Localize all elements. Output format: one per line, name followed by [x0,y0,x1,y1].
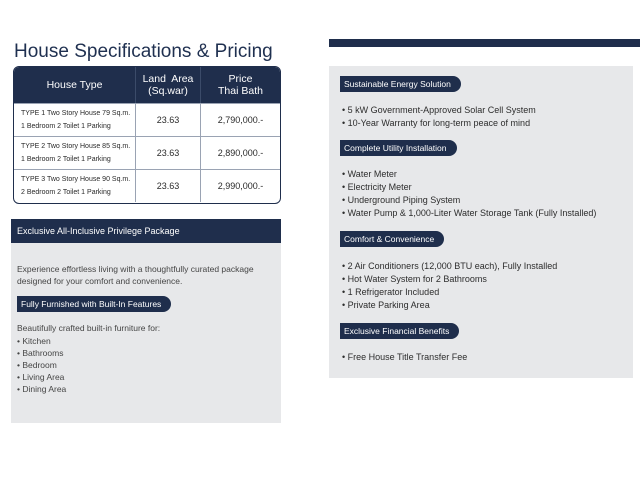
table-header-row [14,67,280,103]
house-type-cell [14,104,136,136]
list-item: • 5 kW Government-Approved Solar Cell System [342,105,536,115]
utility-section-title: Complete Utility Installation [340,140,457,156]
list-item: • 1 Refrigerator Included [342,287,440,297]
house-type-cell [14,137,136,169]
privilege-intro-line: designed for your comfort and convenience. [17,276,183,286]
header-land-area-unit: (Sq.war) [148,85,188,97]
header-house-type: House Type [14,67,136,103]
list-item: • 10-Year Warranty for long-term peace of mind [342,118,531,128]
energy-list [342,104,536,130]
house-type-name: TYPE 2 Two Story House 85 Sq.m. [21,143,131,150]
house-type-cell [14,170,136,202]
house-type-rooms: 1 Bedroom 2 Toilet 1 Parking [21,156,111,163]
header-land-area-label: Land Area [142,73,194,85]
header-land-area [136,67,201,103]
list-item: • Electricity Meter [342,182,412,192]
privilege-intro-line: Experience effortless living with a thoughtfully curated package [17,264,254,274]
land-area-cell: 23.63 [136,170,201,202]
price-cell: 2,790,000.- [217,115,264,125]
features-panel [329,66,633,378]
list-item: • Water Meter [342,169,397,179]
privilege-package-panel [11,219,281,423]
header-price-label: Price [228,73,253,85]
list-item: • Dining Area [17,384,67,394]
list-item: • Free House Title Transfer Fee [342,352,468,362]
list-item: • Bedroom [17,360,57,370]
land-area-cell: 23.63 [136,104,201,136]
list-item: • Bathrooms [17,348,64,358]
list-item: • Underground Piping System [342,195,461,205]
comfort-section-title: Comfort & Convenience [340,231,444,247]
utility-list [342,168,596,220]
furnished-intro: Beautifully crafted built-in furniture for: [17,323,161,333]
privilege-intro [17,263,279,287]
table-row [14,169,280,202]
price-cell: 2,890,000.- [217,148,264,158]
house-type-rooms: 1 Bedroom 2 Toilet 1 Parking [21,123,111,130]
page-title: House Specifications & Pricing [14,41,273,62]
top-accent-bar [329,39,640,47]
list-item: • Private Parking Area [342,300,430,310]
privilege-package-header: Exclusive All-Inclusive Privilege Package [11,219,281,243]
price-cell: 2,990,000.- [217,181,264,191]
financial-section-title: Exclusive Financial Benefits [340,323,459,339]
land-area-cell: 23.63 [136,137,201,169]
furnished-section-title: Fully Furnished with Built-In Features [17,296,171,312]
furnished-list [17,335,66,395]
list-item: • Water Pump & 1,000-Liter Water Storage Tank (Fully Installed) [342,208,597,218]
list-item: • Hot Water System for 2 Bathrooms [342,274,487,284]
pricing-table [13,66,281,204]
house-type-name: TYPE 1 Two Story House 79 Sq.m. [21,110,131,117]
list-item: • Kitchen [17,336,51,346]
header-price [201,67,280,103]
list-item: • Living Area [17,372,65,382]
house-type-rooms: 2 Bedroom 2 Toilet 1 Parking [21,189,111,196]
house-type-name: TYPE 3 Two Story House 90 Sq.m. [21,176,131,183]
table-row [14,103,280,136]
table-row [14,136,280,169]
comfort-list [342,260,557,312]
header-price-unit: Thai Bath [218,85,263,97]
list-item: • 2 Air Conditioners (12,000 BTU each), Fully Installed [342,261,558,271]
energy-section-title: Sustainable Energy Solution [340,76,461,92]
financial-list [342,351,467,364]
